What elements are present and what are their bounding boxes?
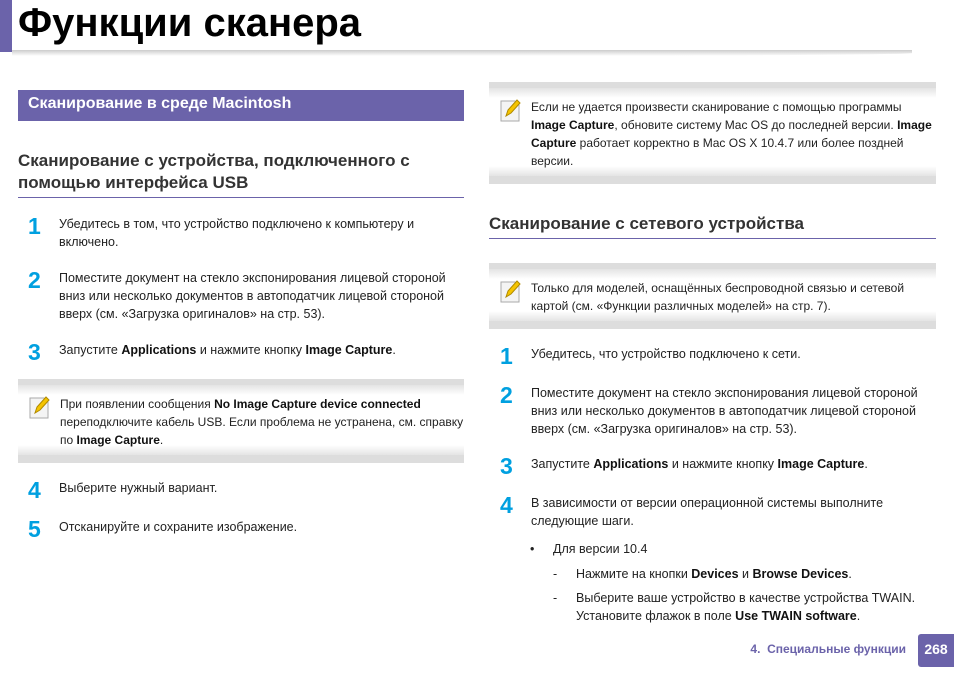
step-number: 4 <box>500 492 513 518</box>
step-number: 1 <box>500 343 513 369</box>
step <box>18 215 464 251</box>
text-run: . <box>848 567 852 581</box>
bold-text: Applications <box>121 343 197 357</box>
network-steps <box>490 345 937 625</box>
text-run: Запустите <box>531 457 594 471</box>
note-pencil-icon <box>18 395 60 445</box>
step <box>490 455 937 477</box>
step-text <box>531 494 937 530</box>
bold-text: Browse Devices <box>752 567 849 581</box>
dash-item <box>553 589 937 625</box>
note-pencil-icon <box>489 279 531 311</box>
step-text <box>59 518 464 540</box>
step-text <box>531 384 937 438</box>
bold-text: No Image Capture device connected <box>214 397 421 411</box>
text-run: Поместите документ на стекло экспонирования лицевой стороной вниз или несколько документов в автоподатчик лицевой стороной вверх (см. «Загрузка оригиналов» на стр. 53). <box>59 271 446 321</box>
dash-mark: - <box>553 567 558 581</box>
bold-text: Use TWAIN software <box>735 609 857 623</box>
bullet-mark: • <box>530 542 535 556</box>
text-run: переподключите кабель USB. Если проблема не устранена, см. справку по <box>60 415 464 447</box>
usb-steps-a <box>18 215 464 363</box>
step <box>18 341 464 363</box>
dash-item <box>553 565 937 583</box>
text-run: Отсканируйте и сохраните изображение. <box>59 520 298 534</box>
bold-text: Devices <box>691 567 739 581</box>
step-number: 4 <box>28 477 41 503</box>
text-run: и <box>738 567 753 581</box>
step <box>18 518 464 540</box>
text-run: При появлении сообщения <box>60 397 215 411</box>
note-text <box>531 98 936 166</box>
note-pencil-icon <box>489 98 531 166</box>
text-run: Убедитесь в том, что устройство подключено к компьютеру и включено. <box>59 217 415 249</box>
bullet-text: Для версии 10.4 <box>553 542 648 556</box>
note-text <box>60 395 464 445</box>
step-number: 3 <box>28 339 41 365</box>
bold-text: Image Capture <box>531 118 932 150</box>
text-run: Только для моделей, оснащённых беспроводной связью и сетевой картой (см. «Функции различных моделей» на стр. 7). <box>531 281 905 313</box>
step-text <box>59 269 464 323</box>
usb-steps-b <box>18 479 464 540</box>
step-number: 1 <box>28 213 41 239</box>
step-text <box>59 215 464 251</box>
text-run: работает корректно в Mac OS X 10.4.7 или более поздней версии. <box>531 136 904 168</box>
dash-text <box>576 589 937 625</box>
page-title: Функции сканера <box>18 1 362 45</box>
note-box <box>18 379 464 463</box>
title-tab <box>0 0 12 52</box>
step-number: 5 <box>28 516 41 542</box>
text-run: Нажмите на кнопки <box>576 567 692 581</box>
text-run: и нажмите кнопку <box>196 343 306 357</box>
bullet-item <box>530 540 937 558</box>
step-number: 3 <box>500 453 513 479</box>
step <box>490 494 937 530</box>
text-run: Поместите документ на стекло экспонирования лицевой стороной вниз или несколько документов в автоподатчик лицевой стороной вверх (см. «Загрузка оригиналов» на стр. 53). <box>531 386 918 436</box>
step <box>18 479 464 501</box>
dash-text <box>576 565 852 583</box>
title-divider <box>12 50 912 56</box>
step-text <box>531 455 937 477</box>
bold-text: Image Capture <box>305 343 393 357</box>
text-run: . <box>856 609 861 623</box>
step-text <box>531 345 937 367</box>
bold-text: Image Capture <box>777 457 865 471</box>
text-run: Запустите <box>59 343 122 357</box>
usb-heading: Сканирование с устройства, подключенного с помощью интерфейса USB <box>18 150 464 198</box>
dash-mark: - <box>553 591 558 605</box>
text-run: , обновите систему Mac OS до последней версии. <box>614 118 898 132</box>
text-run: Выберите ваше устройство в качестве устройства TWAIN. Установите флажок в поле <box>576 591 916 623</box>
step-text <box>59 479 464 501</box>
step-text <box>59 341 464 363</box>
text-run: Выберите нужный вариант. <box>59 481 218 495</box>
note-box <box>489 263 936 329</box>
step-number: 2 <box>28 267 41 293</box>
bold-text: Applications <box>593 457 669 471</box>
step <box>490 384 937 438</box>
note-box <box>489 82 936 184</box>
text-run: и нажмите кнопку <box>668 457 778 471</box>
step-number: 2 <box>500 382 513 408</box>
text-run: В зависимости от версии операционной системы выполните следующие шаги. <box>531 496 884 528</box>
page-number: 268 <box>918 634 954 667</box>
text-run: . <box>392 343 396 357</box>
text-run: Если не удается произвести сканирование с помощью программы <box>531 100 902 114</box>
step <box>18 269 464 323</box>
text-run: . <box>159 433 164 447</box>
bold-text: Image Capture <box>76 433 160 447</box>
note-text <box>531 279 936 311</box>
footer-chapter: 4. Специальные функции <box>750 642 906 656</box>
text-run: . <box>864 457 868 471</box>
section-bar: Сканирование в среде Macintosh <box>18 90 464 121</box>
network-heading: Сканирование с сетевого устройства <box>489 213 936 239</box>
text-run: Убедитесь, что устройство подключено к сети. <box>531 347 801 361</box>
bold-text: Image Capture <box>531 118 615 132</box>
step <box>490 345 937 367</box>
